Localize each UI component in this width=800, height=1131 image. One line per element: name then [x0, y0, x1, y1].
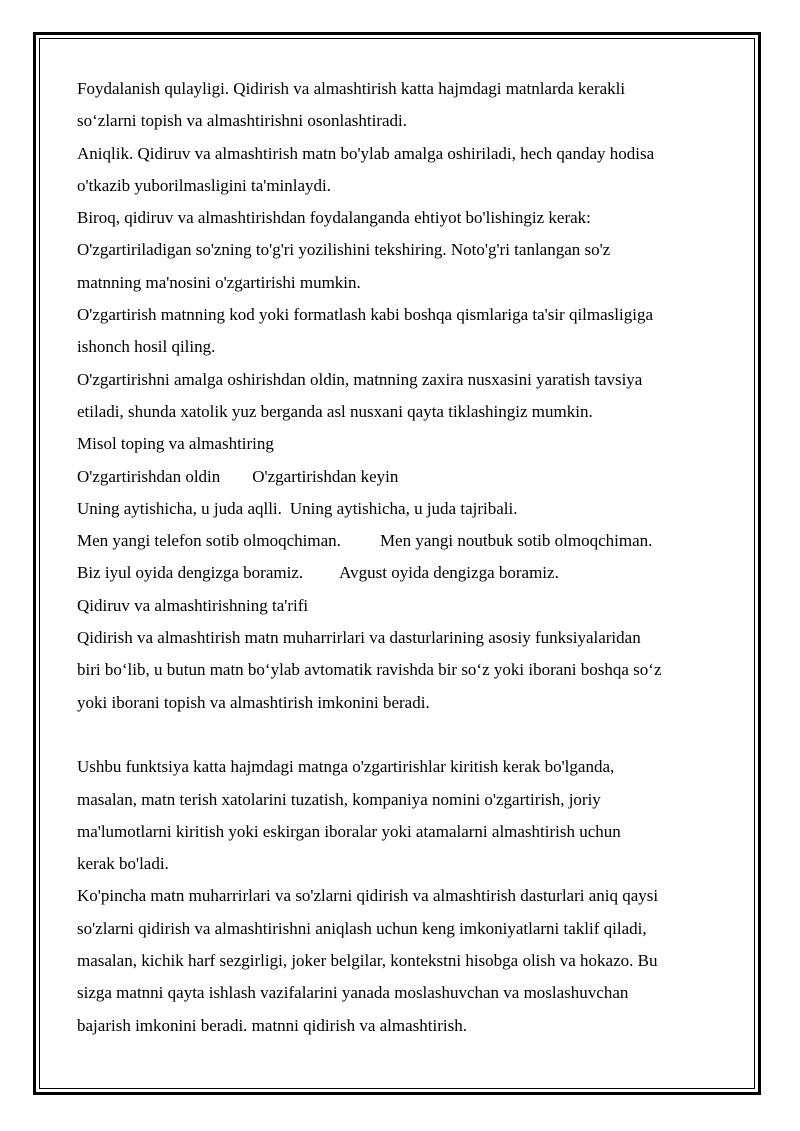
paragraph-line: so‘zlarni topish va almashtirishni osonlashtiradi. — [77, 111, 408, 131]
paragraph-line: yoki iborani topish va almashtirish imkonini beradi. — [77, 692, 430, 712]
example-header-before: O'zgartirishdan oldin — [77, 466, 221, 486]
example-after: Men yangi noutbuk sotib olmoqchiman. — [379, 531, 653, 551]
section-heading-example: Misol toping va almashtiring — [77, 434, 274, 454]
paragraph-line: O'zgartirishni amalga oshirishdan oldin, matnning zaxira nusxasini yaratish tavsiya — [77, 369, 643, 389]
paragraph-line: Qidirish va almashtirish matn muharrirlari va dasturlarining asosiy funksiyalaridan — [77, 628, 641, 648]
paragraph-line: Biroq, qidiruv va almashtirishdan foydalanganda ehtiyot bo'lishingiz kerak: — [77, 208, 591, 228]
paragraph-line: masalan, kichik harf sezgirligi, joker belgilar, kontekstni hisobga olish va hokazo. Bu — [77, 951, 658, 971]
example-header-after: O'zgartirishdan keyin — [252, 466, 399, 486]
example-row — [77, 557, 737, 589]
paragraph-line: O'zgartirish matnning kod yoki formatlash kabi boshqa qismlariga ta'sir qilmasligiga — [77, 305, 653, 325]
paragraph-line: ishonch hosil qiling. — [77, 337, 216, 357]
example-row — [77, 525, 737, 557]
example-after: Avgust oyida dengizga boramiz. — [339, 563, 559, 583]
paragraph-line: Ushbu funktsiya katta hajmdagi matnga o'zgartirishlar kiritish kerak bo'lganda, — [77, 757, 615, 777]
paragraph-line: O'zgartiriladigan so'zning to'g'ri yozilishini tekshiring. Noto'g'ri tanlangan so'z — [77, 240, 611, 260]
paragraph-line: o'tkazib yuborilmasligini ta'minlaydi. — [77, 175, 332, 195]
paragraph-line: masalan, matn terish xatolarini tuzatish, kompaniya nomini o'zgartirish, joriy — [77, 789, 601, 809]
document-body — [77, 73, 737, 1042]
example-row — [77, 493, 737, 525]
example-after: Uning aytishicha, u juda tajribali. — [289, 498, 518, 518]
paragraph-line: sizga matnni qayta ishlash vazifalarini yanada moslashuvchan va moslashuvchan — [77, 983, 629, 1003]
paragraph-line: bajarish imkonini beradi. matnni qidirish va almashtirish. — [77, 1015, 467, 1035]
paragraph-line: Foydalanish qulayligi. Qidirish va almashtirish katta hajmdagi matnlarda kerakli — [77, 79, 626, 98]
paragraph-line: etiladi, shunda xatolik yuz berganda asl nusxani qayta tiklashingiz mumkin. — [77, 401, 593, 421]
example-before: Men yangi telefon sotib olmoqchiman. — [77, 531, 341, 551]
paragraph-line: Ko'pincha matn muharrirlari va so'zlarni qidirish va almashtirish dasturlari aniq qaysi — [77, 886, 659, 906]
example-before: Biz iyul oyida dengizga boramiz. — [77, 563, 304, 583]
paragraph-line: Aniqlik. Qidiruv va almashtirish matn bo'ylab amalga oshiriladi, hech qanday hodisa — [77, 143, 655, 163]
paragraph-line: kerak bo'ladi. — [77, 854, 169, 874]
example-before: Uning aytishicha, u juda aqlli. — [77, 498, 282, 518]
blank-line — [77, 719, 737, 751]
example-header-row — [77, 461, 737, 493]
section-heading-definition: Qidiruv va almashtirishning ta'rifi — [77, 595, 309, 615]
paragraph-line: biri bo‘lib, u butun matn bo‘ylab avtomatik ravishda bir so‘z yoki iborani boshqa so‘z — [77, 660, 662, 680]
paragraph-line: so'zlarni qidirish va almashtirishni aniqlash uchun keng imkoniyatlarni taklif qiladi, — [77, 918, 647, 938]
paragraph-line: matnning ma'nosini o'zgartirishi mumkin. — [77, 272, 361, 292]
paragraph-line: ma'lumotlarni kiritish yoki eskirgan iboralar yoki atamalarni almashtirish uchun — [77, 821, 621, 841]
